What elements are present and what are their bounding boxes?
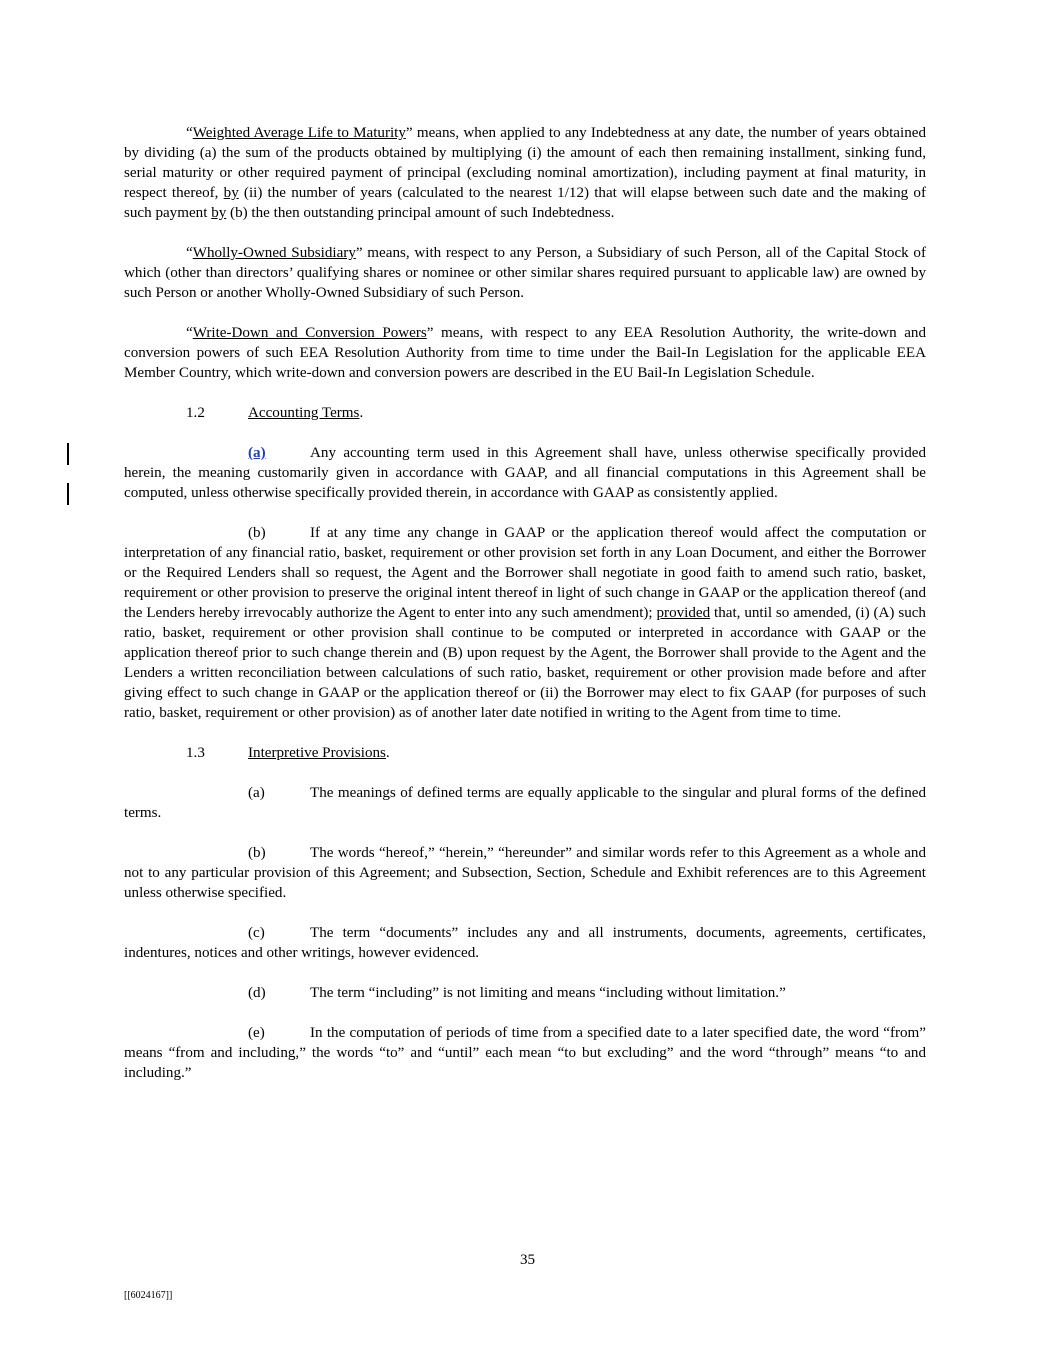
definition-text: (ii) the number of years (calculated to the nearest 1/12) that will elapse between such date and the making of such payment [124,185,926,221]
change-bar-1-2-a [67,483,69,505]
definition-text: ” means, when applied to any Indebtedness at any date, the number of years obtained by dividing (a) the sum of the products obtained by multiplying (i) the amount of each then remaining installment, sinking fund, serial maturity or other required payment of principal (excluding nominal amortization), including payment at final maturity, in respect thereof, [124,125,926,201]
document-id: [[6024167]] [124,1290,173,1301]
paragraph-text: If at any time any change in GAAP or the application thereof would affect the computation or interpretation of any financial ratio, basket, requirement or other provision set forth in any Loan Document, and either the Borrower or the Required Lenders shall so request, the Agent and the Borrower shall negotiate in good faith to amend such ratio, basket, requirement or other provision to preserve the original intent thereof in light of such change in GAAP or the application thereof (and the Lenders hereby irrevocably authorize the Agent to enter into any such amendment); [124,525,926,621]
definition-write-down-conversion-powers [124,323,926,383]
paragraph-label: (b) [248,845,266,861]
section-heading-1-3 [124,743,926,763]
definition-text: ” means, with respect to any EEA Resolution Authority, the write-down and conversion powers of such EEA Resolution Authority from time to time under the Bail-In Legislation for the applicable EEA Member Country, which write-down and conversion powers are described in the EU Bail-In Legislation Schedule. [124,325,926,381]
section-title: Accounting Terms [248,405,360,421]
paragraph-label: (e) [248,1025,265,1041]
section-title: Interpretive Provisions [248,745,386,761]
paragraph-text: that, until so amended, (i) (A) such ratio, basket, requirement or other provision shall continue to be computed or interpreted in accordance with GAAP or the application thereof prior to such change therein and (B) upon request by the Agent, the Borrower shall provide to the Agent and the Lenders a written reconciliation between calculations of such ratio, basket, requirement or other provision made before and after giving effect to such change in GAAP or the application thereof or (ii) the Borrower may elect to fix GAAP (for purposes of such ratio, basket, requirement or other provision) as of another later date notified in writing to the Agent from time to time. [124,605,926,721]
open-quote: “ [186,325,193,341]
paragraph-text: The term “documents” includes any and all instruments, documents, agreements, certificates, indentures, notices and other writings, however evidenced. [124,925,926,961]
section-1-3-paragraph-c [124,923,926,963]
open-quote: “ [186,245,193,261]
paragraph-a-link[interactable]: (a) [248,445,266,461]
defined-term: Weighted Average Life to Maturity [192,125,406,141]
open-quote: “ [186,125,193,141]
definition-wholly-owned-subsidiary [124,243,926,303]
definition-text: (b) the then outstanding principal amount of such Indebtedness. [226,205,615,221]
document-body [124,123,926,1083]
section-1-3-paragraph-d [124,983,926,1003]
provided-underlined: provided [656,605,711,621]
section-1-3-paragraph-b [124,843,926,903]
section-number: 1.2 [186,405,205,421]
defined-term: Write-Down and Conversion Powers [192,325,427,341]
section-title-period: . [385,745,390,761]
by-underlined: by [211,205,227,221]
definition-text: ” means, with respect to any Person, a Subsidiary of such Person, all of the Capital Stock of which (other than directors’ qualifying shares or nominee or other similar shares required pursuant to applicable law) are owned by such Person or another Wholly-Owned Subsidiary of such Person. [124,245,926,301]
paragraph-label: (a) [248,785,265,801]
paragraph-text: The term “including” is not limiting and means “including without limitation.” [310,985,786,1001]
section-1-2-paragraph-b [124,523,926,723]
paragraph-label: (b) [248,525,266,541]
paragraph-text: In the computation of periods of time from a specified date to a later specified date, the word “from” means “from and including,” the words “to” and “until” each mean “to but excluding” and the word “through” means “to and including.” [124,1025,926,1081]
section-number: 1.3 [186,745,205,761]
page-number: 35 [519,1252,536,1268]
paragraph-text: The words “hereof,” “herein,” “hereunder” and similar words refer to this Agreement as a whole and not to any particular provision of this Agreement; and Subsection, Section, Schedule and Exhibit references are to this Agreement unless otherwise specified. [124,845,926,901]
section-1-3-paragraph-a [124,783,926,823]
section-1-2-paragraph-a [124,443,926,503]
by-underlined: by [223,185,239,201]
paragraph-text: Any accounting term used in this Agreement shall have, unless otherwise specifically provided herein, the meaning customarily given in accordance with GAAP, and all financial computations in this Agreement shall be computed, unless otherwise specifically provided therein, in accordance with GAAP as consistently applied. [124,445,926,501]
paragraph-label: (d) [248,985,266,1001]
paragraph-text: The meanings of defined terms are equally applicable to the singular and plural forms of the defined terms. [124,785,926,821]
change-bar-1-2 [67,443,69,465]
section-1-3-paragraph-e [124,1023,926,1083]
section-title-period: . [359,405,364,421]
defined-term: Wholly-Owned Subsidiary [192,245,356,261]
definition-weighted-average-life [124,123,926,223]
section-heading-1-2 [124,403,926,423]
paragraph-label: (c) [248,925,265,941]
